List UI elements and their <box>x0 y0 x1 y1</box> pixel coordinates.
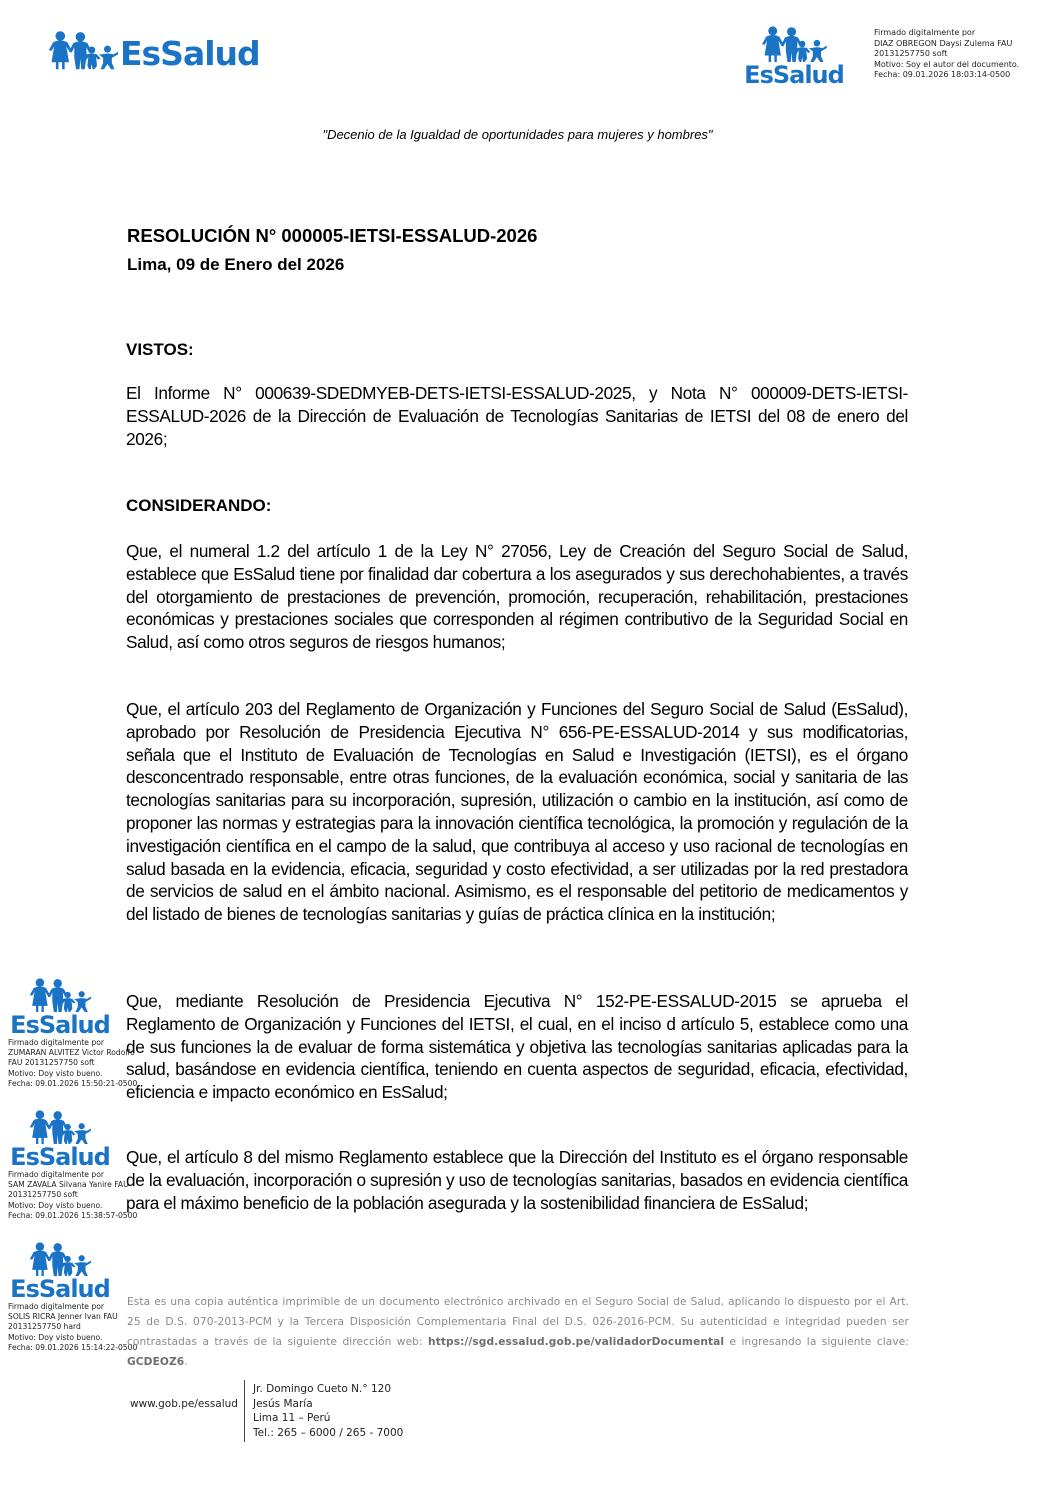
address-line: Jesús María <box>253 1397 313 1410</box>
signature-line: Fecha: 09.01.2026 15:38:57-0500 <box>8 1210 138 1220</box>
verification-key: GCDEOZ6 <box>127 1356 185 1368</box>
margin-signature-3 <box>8 1242 137 1353</box>
signature-line: DIAZ OBREGON Daysi Zulema FAU <box>874 38 1013 48</box>
considerando-paragraph-4: Que, el artículo 8 del mismo Reglamento establece que la Dirección del Instituto es el órgano responsable de la evaluación, incorporación o supresión y uso de tecnologías sanitarias, basados en evidencia científica para el máximo beneficio de la población asegurada y la sostenibilidad financiera de EsSalud; <box>126 1147 908 1213</box>
footer-website[interactable]: www.gob.pe/essalud <box>130 1398 238 1410</box>
vistos-heading: VISTOS: <box>126 340 194 359</box>
footer-divider <box>244 1380 245 1442</box>
signature-line: Firmado digitalmente por <box>8 1302 104 1311</box>
considerando-paragraph-1: Que, el numeral 1.2 del artículo 1 de la Ley N° 27056, Ley de Creación del Seguro Social de Salud, establece que EsSalud tiene por finalidad dar cobertura a los asegurados y sus derechohabientes, a través del otorgamiento de prestaciones de prevención, promoción, recuperación, rehabilitación, prestaciones económicas y prestaciones sociales que corresponden al régimen contributivo de la Seguridad Social en Salud, así como otros seguros de riesgos humanos; <box>126 541 908 653</box>
logo-wordmark: EsSalud <box>744 61 844 89</box>
considerando-heading: CONSIDERANDO: <box>126 496 272 515</box>
address-line: Lima 11 – Perú <box>253 1412 331 1424</box>
footer-address <box>253 1382 403 1440</box>
decade-motto: "Decenio de la Igualdad de oportunidades para mujeres y hombres" <box>322 127 713 142</box>
signature-line: SAM ZAVALA Silvana Yanire FAU <box>8 1180 129 1190</box>
signature-line: Firmado digitalmente por <box>874 28 976 37</box>
signature-line: Fecha: 09.01.2026 18:03:14-0500 <box>874 70 1011 79</box>
essalud-logo-right <box>744 26 844 88</box>
essalud-logo-left <box>48 26 260 72</box>
signature-line: FAU 20131257750 soft <box>8 1058 95 1068</box>
signature-line: 20131257750 hard <box>8 1322 81 1332</box>
signature-line: Fecha: 09.01.2026 15:50:21-0500 <box>8 1078 138 1088</box>
author-signature-block <box>874 28 1019 81</box>
signature-line: ZUMARAN ALVITEZ Victor Rodolfo <box>8 1048 135 1058</box>
signature-line: Motivo: Doy visto bueno. <box>8 1332 103 1342</box>
considerando-paragraph-2: Que, el artículo 203 del Reglamento de Organización y Funciones del Seguro Social de Salud (EsSalud), aprobado por Resolución de Presidencia Ejecutiva N° 656-PE-ESSALUD-2014 y sus modificatorias, señala que el Instituto de Evaluación de Tecnologías en Salud e Investigación (IETSI), es el órgano desconcentrado responsable, entre otras funciones, de la evaluación económica, social y sanitaria de las tecnologías sanitarias para su incorporación, supresión, utilización o cambio en la institución, así como de proponer las normas y estrategias para la innovación científica tecnológica, la promoción y regulación de la investigación científica en el campo de la salud, que contribuya al acceso y uso racional de tecnologías en salud basada en la evidencia, eficacia, seguridad y costo efectividad, a ser utilizadas por la red prestadora de servicios de salud en el ámbito nacional. Asimismo, es el responsable del petitorio de medicamentos y del listado de bienes de tecnologías sanitarias y guías de práctica clínica en la institución; <box>126 699 908 925</box>
notice-text: Esta es una copia auténtica imprimible de un documento electrónico archivado en el Seguro Social de Salud, aplicando lo dispuesto por el Art. 25 de D.S. 070-2013-PCM y la Tercera Disposición Complementaria Final del D.S. 026-2016-PCM. Su autenticidad e integridad pueden ser contrastadas a través de la siguiente dirección web: <box>127 1296 909 1348</box>
logo-wordmark: EsSalud <box>10 1011 110 1039</box>
signature-line: Firmado digitalmente por <box>8 1038 104 1047</box>
signature-line: Motivo: Doy visto bueno. <box>8 1200 103 1210</box>
family-logo-icon <box>48 28 118 72</box>
family-logo-icon <box>29 1242 91 1276</box>
margin-signature-1 <box>8 978 137 1089</box>
signature-line: Fecha: 09.01.2026 15:14:22-0500 <box>8 1342 138 1352</box>
resolution-title: RESOLUCIÓN N° 000005-IETSI-ESSALUD-2026 <box>127 225 538 246</box>
family-logo-icon <box>759 26 829 62</box>
signature-line: Motivo: Doy visto bueno. <box>8 1068 103 1078</box>
authenticity-notice <box>127 1292 909 1372</box>
family-logo-icon <box>29 1110 91 1144</box>
signature-line: Firmado digitalmente por <box>8 1170 104 1179</box>
logo-wordmark: EsSalud <box>120 34 260 73</box>
signature-line: Motivo: Soy el autor del documento. <box>874 59 1020 69</box>
validator-url-link[interactable]: https://sgd.essalud.gob.pe/validadorDocumental <box>428 1336 725 1348</box>
signature-line: 20131257750 soft <box>8 1190 78 1200</box>
signature-line: SOLIS RICRA Jenner Ivan FAU <box>8 1312 118 1322</box>
notice-text: e ingresando la siguiente clave: <box>724 1336 909 1348</box>
family-logo-icon <box>29 978 91 1012</box>
margin-signature-2 <box>8 1110 137 1221</box>
logo-wordmark: EsSalud <box>10 1275 110 1303</box>
vistos-paragraph: El Informe N° 000639-SDEDMYEB-DETS-IETSI-ESSALUD-2025, y Nota N° 000009-DETS-IETSI-ESSALUD-2026 de la Dirección de Evaluación de Tecnologías Sanitarias de IETSI del 08 de enero del 2026; <box>126 383 908 449</box>
signature-line: 20131257750 soft <box>874 49 948 58</box>
address-line: Tel.: 265 – 6000 / 265 - 7000 <box>253 1426 404 1439</box>
resolution-date: Lima, 09 de Enero del 2026 <box>127 255 345 274</box>
logo-wordmark: EsSalud <box>10 1143 110 1171</box>
considerando-paragraph-3: Que, mediante Resolución de Presidencia Ejecutiva N° 152-PE-ESSALUD-2015 se aprueba el Reglamento de Organización y Funciones del IETSI, el cual, en el inciso d artículo 5, establece como una de sus funciones la de evaluar de forma sistemática y objetiva las tecnologías sanitarias aplicadas para la salud, basándose en evidencia científica, teniendo en cuenta aspectos de seguridad, eficacia, efectividad, eficiencia e impacto económico en EsSalud; <box>126 991 908 1103</box>
notice-text: . <box>184 1356 188 1368</box>
address-line: Jr. Domingo Cueto N.° 120 <box>253 1383 392 1395</box>
